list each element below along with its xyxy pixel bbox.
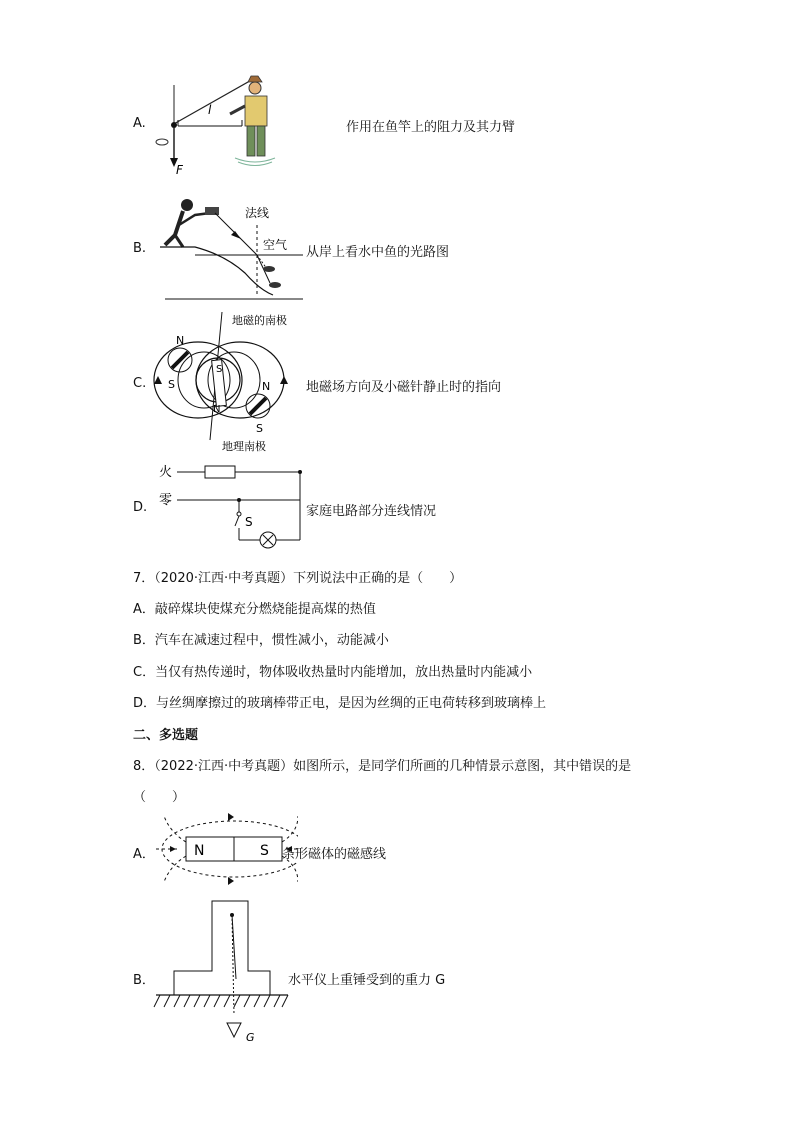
bar-magnet-figure bbox=[150, 812, 298, 886]
fishing-figure bbox=[150, 70, 290, 180]
option-b-caption: 从岸上看水中鱼的光路图 bbox=[306, 245, 450, 260]
q7-option-c: C．当仅有热传递时，物体吸收热量时内能增加，放出热量时内能减小 bbox=[133, 665, 533, 680]
magnet-s-label: S bbox=[260, 843, 269, 859]
q7-option-a: A．敲碎煤块使煤充分燃烧能提高煤的热值 bbox=[133, 602, 376, 617]
lever-label: l bbox=[208, 103, 212, 117]
normal-label: 法线 bbox=[245, 206, 270, 220]
option-b-letter: B. bbox=[133, 241, 147, 256]
q8-paren: （ ） bbox=[133, 790, 186, 805]
neutral-wire-label: 零 bbox=[159, 493, 173, 508]
q8-option-b-letter: B． bbox=[133, 973, 155, 988]
air-label: 空气 bbox=[263, 238, 288, 252]
fish-refraction-figure bbox=[155, 195, 305, 305]
section-title: 二、多选题 bbox=[133, 728, 199, 743]
q8-stem: 8．（2022·江西·中考真题）如图所示，是同学们所画的几种情景示意图，其中错误的是 bbox=[133, 759, 632, 774]
q8-option-a-letter: A． bbox=[133, 847, 155, 862]
option-c-caption: 地磁场方向及小磁针静止时的指向 bbox=[306, 380, 502, 395]
needle1-s: S bbox=[168, 378, 175, 391]
option-d-caption: 家庭电路部分连线情况 bbox=[306, 504, 437, 519]
bar-s-label: S bbox=[216, 364, 223, 375]
force-label: F bbox=[176, 163, 183, 177]
needle2-n: N bbox=[262, 380, 271, 393]
geo-south-label: 地理南极 bbox=[222, 440, 266, 453]
q7-option-d: D．与丝绸摩擦过的玻璃棒带正电，是因为丝绸的正电荷转移到玻璃棒上 bbox=[133, 696, 547, 711]
bar-n-label: N bbox=[213, 404, 221, 415]
q7-option-b: B．汽车在减速过程中，惯性减小，动能减小 bbox=[133, 633, 389, 648]
live-wire-label: 火 bbox=[159, 465, 173, 480]
q7-stem: 7．（2020·江西·中考真题）下列说法中正确的是（ ） bbox=[133, 571, 463, 586]
q8-option-b-caption: 水平仪上重锤受到的重力 G bbox=[288, 973, 446, 988]
geo-magnetic-south-label: 地磁的南极 bbox=[232, 314, 287, 327]
household-circuit-figure bbox=[155, 460, 305, 552]
switch-label: S bbox=[245, 515, 253, 529]
q8-option-a-caption: 条形磁体的磁感线 bbox=[282, 847, 387, 862]
option-d-letter: D. bbox=[133, 500, 148, 515]
option-a-letter: A. bbox=[133, 116, 146, 131]
geomagnetic-figure bbox=[150, 308, 310, 458]
needle2-s: S bbox=[256, 422, 263, 435]
option-a-caption: 作用在鱼竿上的阻力及其力臂 bbox=[346, 120, 516, 135]
magnet-n-label: N bbox=[194, 843, 205, 859]
option-c-letter: C. bbox=[133, 376, 147, 391]
level-gauge-figure bbox=[150, 895, 300, 1050]
gravity-label: G bbox=[246, 1031, 255, 1044]
needle1-n: N bbox=[176, 334, 185, 347]
